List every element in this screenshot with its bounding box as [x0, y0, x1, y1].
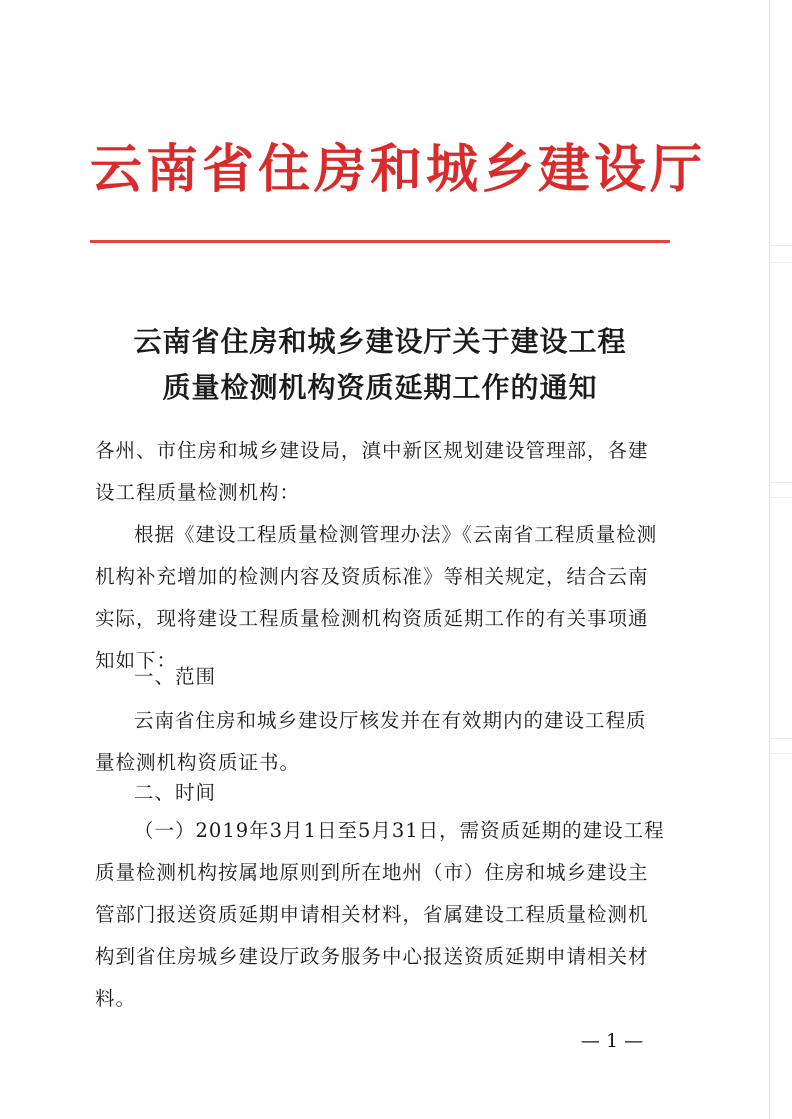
notice-title-line-2: 质量检测机构资质延期工作的通知: [162, 371, 598, 404]
scan-edge-tick: [770, 497, 792, 498]
section-scope-text: 云南省住房和城乡建设厅核发并在有效期内的建设工程质量检测机构资质证书。: [95, 709, 647, 774]
scan-edge-tick: [770, 245, 792, 246]
section-heading-scope: 一、范围: [134, 665, 217, 688]
page-number: — 1 —: [580, 1030, 644, 1052]
issuing-organization-header: 云南省住房和城乡建设厅: [90, 139, 707, 200]
scan-edge-tick: [770, 482, 792, 483]
scan-edge-tick: [770, 738, 792, 739]
scan-edge-line: [769, 0, 770, 1119]
section-heading-time: 二、时间: [134, 781, 217, 804]
addressee-paragraph: 各州、市住房和城乡建设局，滇中新区规划建设管理部，各建设工程质量检测机构：: [95, 439, 649, 504]
intro-paragraph: 根据《建设工程质量检测管理办法》《云南省工程质量检测机构补充增加的检测内容及资质标准》等相关规定，结合云南实际，现将建设工程质量检测机构资质延期工作的有关事项通知如下：: [95, 523, 658, 672]
section-time-text: （一）2019年3月1日至5月31日，需资质延期的建设工程质量检测机构按属地原则到所在地州（市）住房和城乡建设主管部门报送资质延期申请相关材料，省属建设工程质量检测机构到省住房城乡建设厅政务服务中心报送资质延期申请相关材料。: [95, 819, 665, 1010]
header-red-rule: [90, 240, 670, 243]
scan-edge-tick: [770, 262, 792, 263]
notice-title-line-1: 云南省住房和城乡建设厅关于建设工程: [133, 325, 627, 358]
scan-edge-tick: [770, 753, 792, 754]
